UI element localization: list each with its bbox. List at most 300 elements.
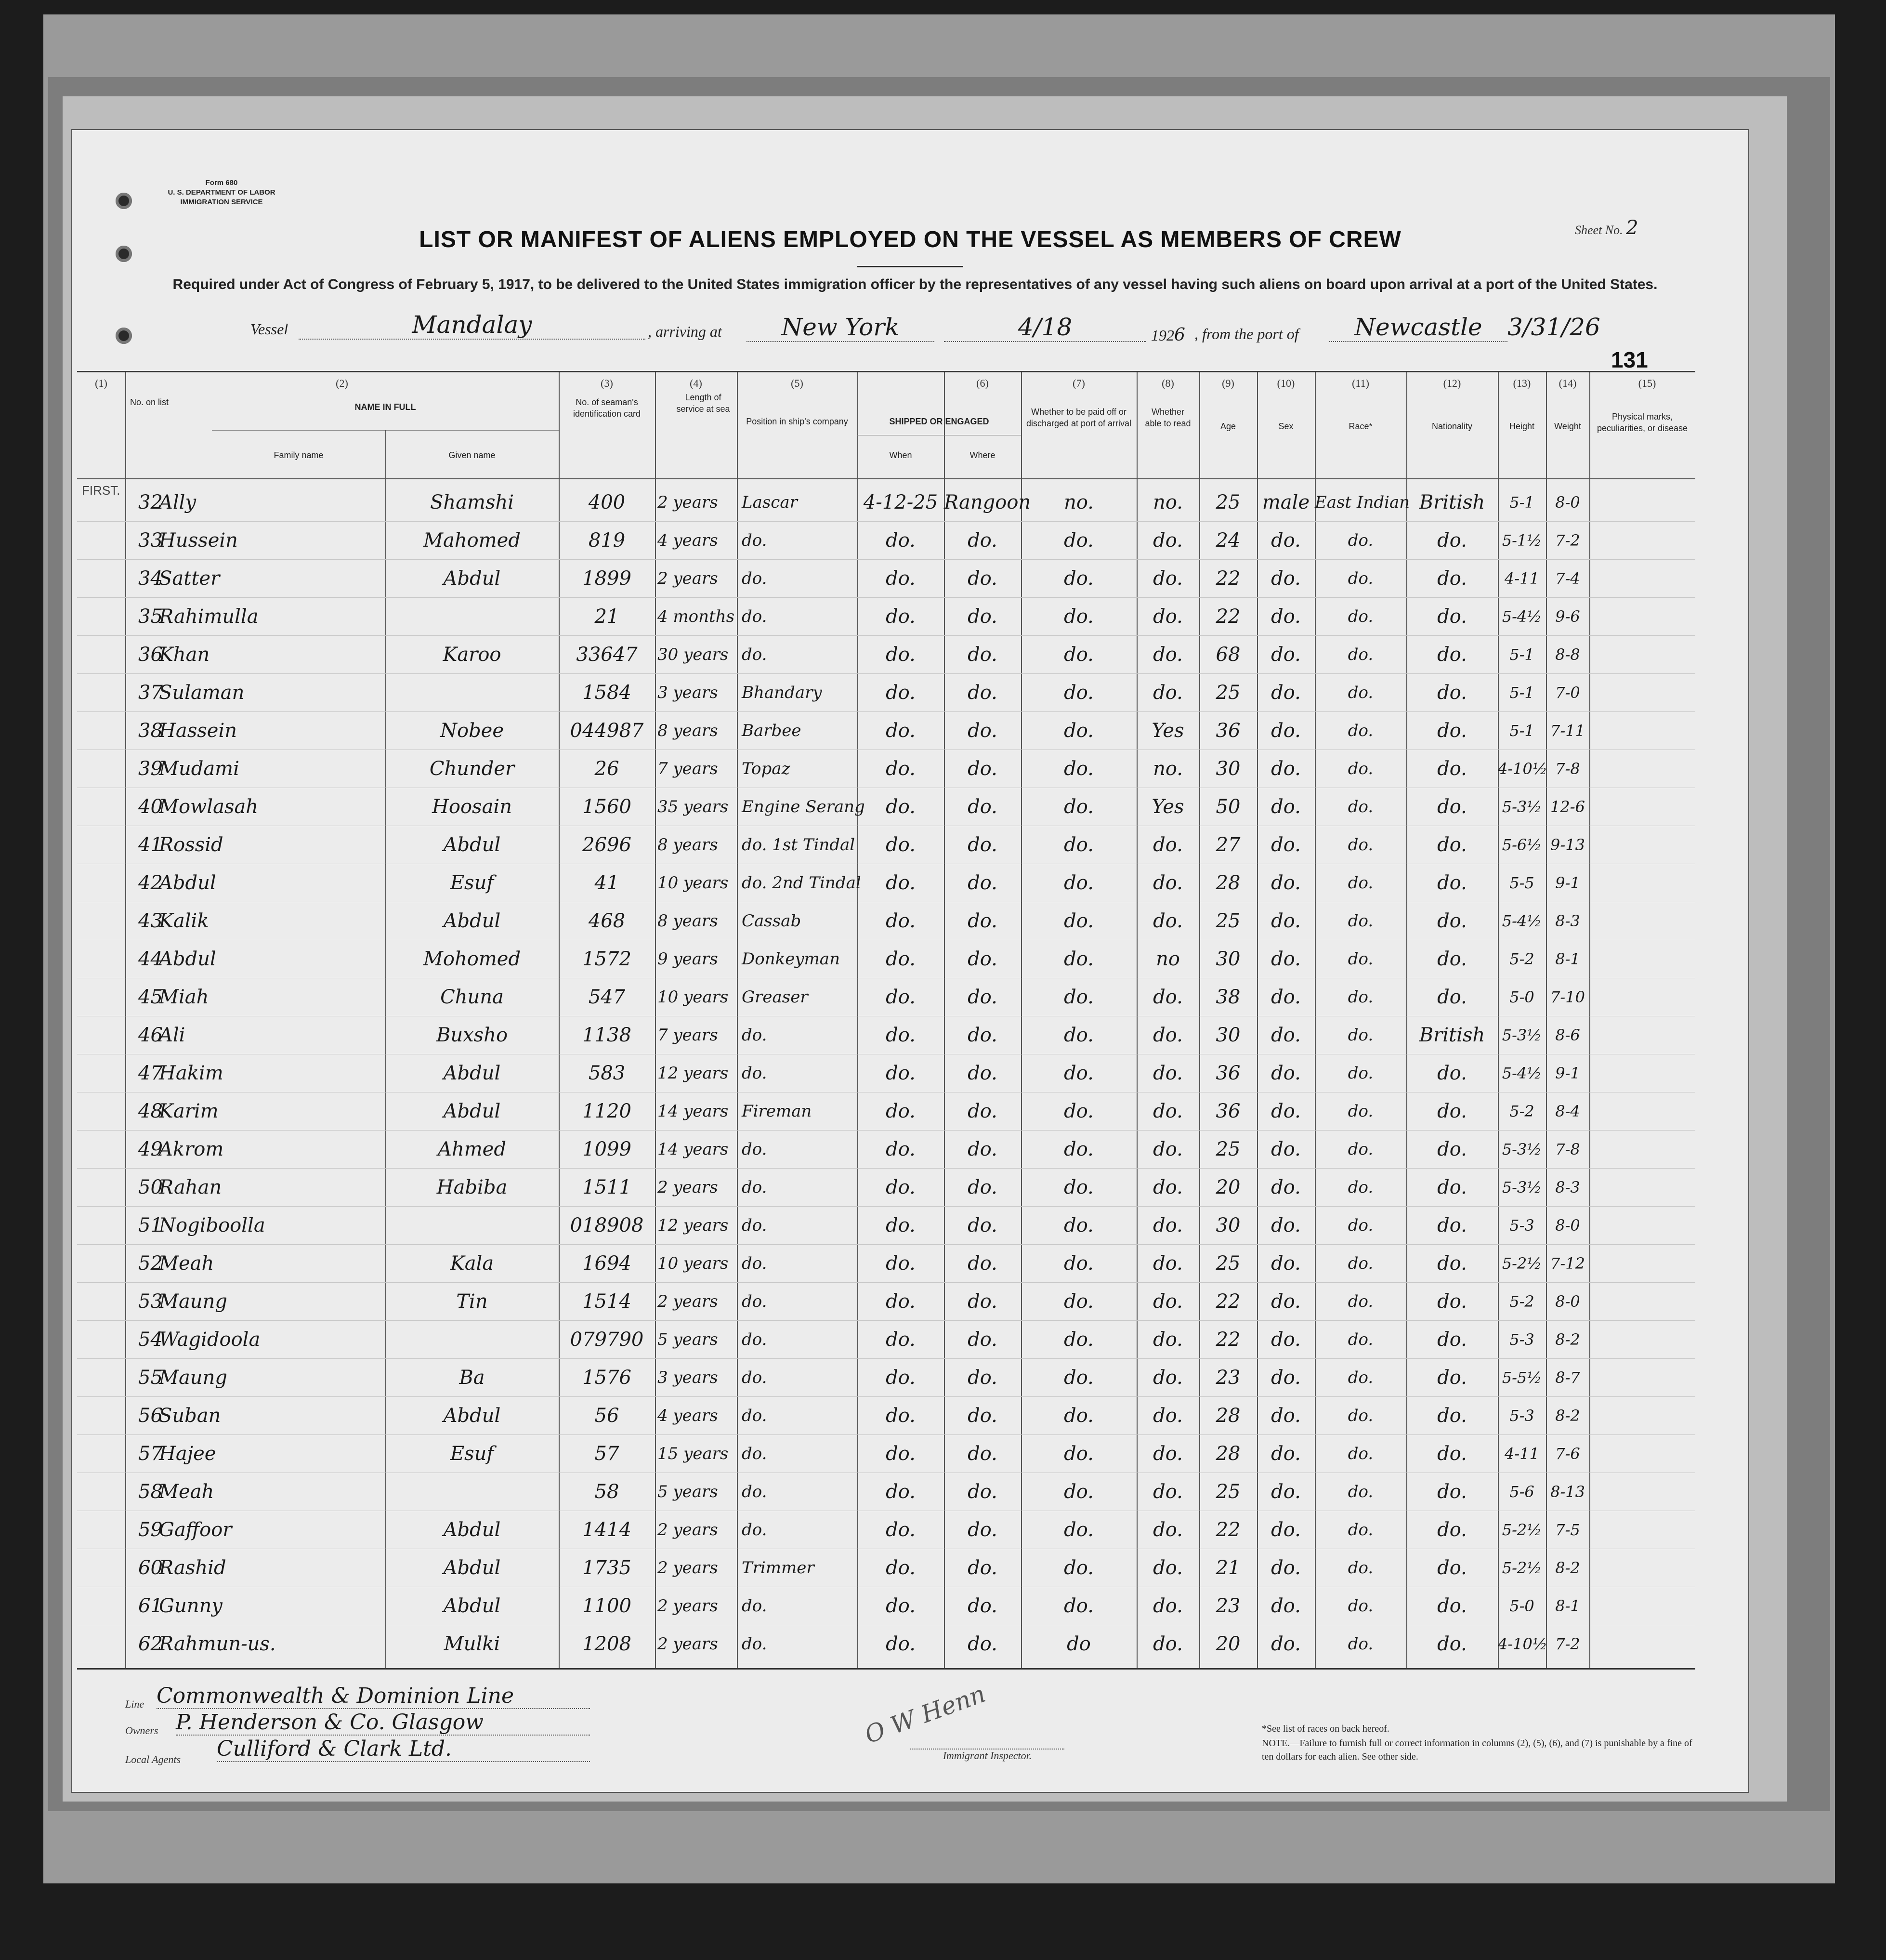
- cell-svc: 2 years: [657, 1292, 718, 1311]
- cell-no: 62: [138, 1633, 163, 1655]
- from-port: Newcastle: [1329, 313, 1507, 342]
- cell-when: do.: [886, 1062, 916, 1084]
- cell-when: do.: [886, 834, 916, 856]
- cell-age: 30: [1216, 1214, 1241, 1237]
- cell-nat: do.: [1437, 834, 1467, 856]
- cell-wt: 9-13: [1550, 836, 1585, 854]
- cell-ht: 5-2: [1509, 1292, 1534, 1311]
- cell-where: do.: [968, 720, 997, 742]
- cell-svc: 12 years: [657, 1064, 729, 1083]
- cell-sex: do.: [1271, 1024, 1301, 1046]
- cell-paid: do.: [1064, 1024, 1094, 1046]
- cell-race: do.: [1348, 1140, 1374, 1159]
- cell-race: do.: [1348, 607, 1374, 626]
- cell-paid: do.: [1064, 910, 1094, 932]
- cell-wt: 8-2: [1555, 1407, 1580, 1425]
- cell-no: 48: [138, 1100, 163, 1122]
- table-row: [77, 1130, 1695, 1168]
- cell-nat: do.: [1437, 1176, 1467, 1198]
- cell-race: do.: [1348, 721, 1374, 740]
- arrival-date: 4/18: [944, 313, 1146, 342]
- cell-no: 41: [138, 834, 163, 856]
- cell-giv: Chuna: [440, 986, 504, 1008]
- cell-fam: Hakim: [159, 1062, 223, 1084]
- cell-fam: Ally: [159, 491, 196, 513]
- cell-where: do.: [968, 986, 997, 1008]
- cell-race: do.: [1348, 1330, 1374, 1349]
- cell-sex: do.: [1271, 948, 1301, 970]
- cell-ht: 5-0: [1509, 988, 1534, 1006]
- cell-when: do.: [886, 910, 916, 932]
- cell-sex: do.: [1271, 758, 1301, 780]
- cell-pos: do.: [742, 1368, 767, 1387]
- cell-race: do.: [1348, 1596, 1374, 1616]
- cell-ht: 5-4½: [1502, 607, 1542, 626]
- table-body: [77, 483, 1695, 1668]
- table-row: [77, 521, 1695, 559]
- cell-when: do.: [886, 1024, 916, 1046]
- cell-where: do.: [968, 834, 997, 856]
- cell-paid: do.: [1064, 644, 1094, 666]
- cell-id: 547: [588, 986, 626, 1008]
- cell-svc: 3 years: [657, 1368, 718, 1387]
- cell-nat: do.: [1437, 1595, 1467, 1617]
- cell-wt: 8-2: [1555, 1330, 1580, 1349]
- cell-svc: 3 years: [657, 683, 718, 702]
- cell-when: do.: [886, 1329, 916, 1351]
- crew-table: [77, 371, 1695, 1670]
- cell-race: do.: [1348, 987, 1374, 1007]
- cell-sex: do.: [1271, 720, 1301, 742]
- table-row: [77, 673, 1695, 711]
- cell-id: 400: [588, 491, 626, 513]
- vessel-line: Vessel: [250, 320, 288, 338]
- cell-where: do.: [968, 910, 997, 932]
- page-number: 131: [1611, 347, 1648, 372]
- table-row: [77, 902, 1695, 940]
- cell-no: 37: [138, 682, 163, 704]
- form-block: [140, 178, 303, 207]
- table-row: [77, 1282, 1695, 1320]
- cell-read: do.: [1153, 567, 1183, 590]
- cell-paid: do.: [1064, 1519, 1094, 1541]
- cell-nat: do.: [1437, 1138, 1467, 1160]
- cell-wt: 8-6: [1555, 1026, 1580, 1044]
- cell-giv: Shamshi: [430, 491, 514, 513]
- cell-race: do.: [1348, 1292, 1374, 1311]
- cell-id: 1100: [582, 1595, 631, 1617]
- cell-svc: 12 years: [657, 1216, 729, 1235]
- cell-sex: do.: [1271, 796, 1301, 818]
- cell-read: no.: [1153, 491, 1183, 513]
- cell-wt: 8-0: [1555, 1216, 1580, 1235]
- cell-read: no: [1156, 948, 1180, 970]
- cell-no: 51: [138, 1214, 163, 1237]
- hdr-no: No. on list: [130, 397, 169, 407]
- cell-no: 58: [138, 1481, 163, 1503]
- cell-paid: no.: [1064, 491, 1094, 513]
- cell-when: do.: [886, 1290, 916, 1313]
- hdr-position: Position in ship's company: [746, 417, 848, 426]
- cell-wt: 8-8: [1555, 645, 1580, 664]
- owners-label: Owners: [125, 1724, 158, 1736]
- cell-when: do.: [886, 1176, 916, 1198]
- cell-giv: Kala: [450, 1252, 494, 1275]
- cell-giv: [385, 597, 559, 636]
- cell-no: 34: [138, 567, 163, 590]
- cell-when: do.: [886, 1595, 916, 1617]
- table-row: [77, 1625, 1695, 1663]
- cell-nat: do.: [1437, 1519, 1467, 1541]
- col-num: (10): [1277, 377, 1295, 389]
- cell-wt: 9-6: [1555, 607, 1580, 626]
- cell-nat: do.: [1437, 872, 1467, 894]
- cell-sex: do.: [1271, 1557, 1301, 1579]
- cell-race: do.: [1348, 949, 1374, 969]
- cell-id: 41: [594, 872, 619, 894]
- cell-where: do.: [968, 1443, 997, 1465]
- cell-sex: do.: [1271, 567, 1301, 590]
- cell-nat: do.: [1437, 910, 1467, 932]
- cell-giv: Esuf: [450, 872, 494, 894]
- cell-nat: do.: [1437, 1633, 1467, 1655]
- cell-read: do.: [1153, 834, 1183, 856]
- cell-ht: 5-2: [1509, 1102, 1534, 1120]
- cell-where: do.: [968, 758, 997, 780]
- cell-giv: Ba: [459, 1367, 485, 1389]
- cell-where: do.: [968, 796, 997, 818]
- cell-giv: Buxsho: [436, 1024, 508, 1046]
- cell-paid: do: [1067, 1633, 1091, 1655]
- cell-nat: do.: [1437, 1443, 1467, 1465]
- cell-read: do.: [1153, 986, 1183, 1008]
- cell-svc: 8 years: [657, 835, 718, 855]
- cell-sex: do.: [1271, 1633, 1301, 1655]
- cell-nat: do.: [1437, 605, 1467, 628]
- cell-age: 36: [1216, 1100, 1241, 1122]
- cell-read: do.: [1153, 605, 1183, 628]
- cell-wt: 7-2: [1555, 1635, 1580, 1653]
- cell-age: 25: [1216, 491, 1241, 513]
- cell-fam: Rashid: [159, 1557, 226, 1579]
- cell-paid: do.: [1064, 720, 1094, 742]
- cell-no: 46: [138, 1024, 163, 1046]
- cell-id: 583: [588, 1062, 626, 1084]
- cell-svc: 8 years: [657, 911, 718, 931]
- col-num: (13): [1513, 377, 1531, 389]
- cell-pos: do.: [742, 1634, 767, 1654]
- cell-svc: 10 years: [657, 1254, 729, 1273]
- cell-nat: do.: [1437, 529, 1467, 552]
- cell-ht: 5-5½: [1502, 1368, 1542, 1387]
- cell-ht: 4-11: [1505, 1445, 1539, 1463]
- cell-where: do.: [968, 1062, 997, 1084]
- cell-id: 1584: [582, 682, 631, 704]
- cell-when: do.: [886, 682, 916, 704]
- table-row: [77, 1244, 1695, 1282]
- arriving-label: , arriving at: [648, 323, 722, 340]
- cell-id: 1099: [582, 1138, 631, 1160]
- cell-read: do.: [1153, 644, 1183, 666]
- cell-race: do.: [1348, 797, 1374, 816]
- cell-sex: do.: [1271, 1519, 1301, 1541]
- cell-read: do.: [1153, 1329, 1183, 1351]
- cell-fam: Maung: [159, 1290, 227, 1313]
- cell-svc: 8 years: [657, 721, 718, 740]
- cell-nat: do.: [1437, 720, 1467, 742]
- cell-no: 47: [138, 1062, 163, 1084]
- cell-wt: 8-3: [1555, 912, 1580, 930]
- cell-svc: 14 years: [657, 1102, 729, 1121]
- table-row: [77, 1587, 1695, 1625]
- cell-paid: do.: [1064, 1214, 1094, 1237]
- cell-id: 57: [594, 1443, 619, 1465]
- cell-when: do.: [886, 872, 916, 894]
- cell-id: 819: [588, 529, 626, 552]
- cell-nat: do.: [1437, 1405, 1467, 1427]
- cell-wt: 7-2: [1555, 531, 1580, 550]
- sheet-number-value: 2: [1626, 217, 1638, 239]
- cell-read: no.: [1153, 758, 1183, 780]
- cell-pos: Donkeyman: [742, 949, 840, 969]
- cell-giv: Tin: [456, 1290, 488, 1313]
- cell-race: do.: [1348, 683, 1374, 702]
- cell-pos: do.: [742, 1140, 767, 1159]
- cell-race: do.: [1348, 1558, 1374, 1578]
- form-number: Form 680: [205, 179, 238, 187]
- cell-svc: 2 years: [657, 1558, 718, 1578]
- cell-pos: do.: [742, 1178, 767, 1197]
- cell-id: 58: [594, 1481, 619, 1503]
- cell-age: 23: [1216, 1595, 1241, 1617]
- cell-where: Rangoon: [944, 491, 1031, 513]
- cell-wt: 8-7: [1555, 1368, 1580, 1387]
- cell-no: 38: [138, 720, 163, 742]
- cell-where: do.: [968, 1481, 997, 1503]
- cell-read: do.: [1153, 682, 1183, 704]
- table-row: [77, 483, 1695, 521]
- cell-where: do.: [968, 872, 997, 894]
- cell-no: 33: [138, 529, 163, 552]
- cell-no: 57: [138, 1443, 163, 1465]
- cell-race: do.: [1348, 1368, 1374, 1387]
- table-row: [77, 711, 1695, 750]
- cell-wt: 9-1: [1555, 1064, 1580, 1082]
- cell-no: 61: [138, 1595, 163, 1617]
- cell-when: do.: [886, 529, 916, 552]
- col-num: (5): [791, 377, 803, 389]
- cell-race: do.: [1348, 645, 1374, 664]
- cell-fam: Abdul: [159, 872, 216, 894]
- cell-id: 079790: [570, 1329, 644, 1351]
- cell-pos: Engine Serang: [742, 797, 865, 816]
- cell-giv: Abdul: [443, 910, 501, 932]
- cell-svc: 35 years: [657, 797, 729, 816]
- line-value: Commonwealth & Dominion Line: [157, 1684, 590, 1709]
- hdr-where: Where: [969, 450, 995, 460]
- cell-where: do.: [968, 1595, 997, 1617]
- cell-age: 50: [1216, 796, 1241, 818]
- cell-wt: 8-13: [1550, 1483, 1585, 1501]
- cell-nat: do.: [1437, 1557, 1467, 1579]
- table-row: [77, 635, 1695, 673]
- cell-giv: Abdul: [443, 1557, 501, 1579]
- cell-paid: do.: [1064, 1367, 1094, 1389]
- cell-sex: do.: [1271, 1443, 1301, 1465]
- cell-when: do.: [886, 758, 916, 780]
- cell-no: 32: [138, 491, 163, 513]
- cell-read: do.: [1153, 1443, 1183, 1465]
- cell-no: 40: [138, 796, 163, 818]
- cell-ht: 5-4½: [1502, 1064, 1542, 1082]
- cell-ht: 5-1: [1509, 645, 1534, 664]
- hdr-read: Whether able to read: [1145, 407, 1191, 428]
- cell-svc: 9 years: [657, 949, 718, 969]
- cell-age: 36: [1216, 1062, 1241, 1084]
- table-row: [77, 597, 1695, 635]
- cell-where: do.: [968, 1519, 997, 1541]
- cell-nat: do.: [1437, 644, 1467, 666]
- cell-when: do.: [886, 567, 916, 590]
- col-num: (7): [1073, 377, 1085, 389]
- cell-wt: 8-3: [1555, 1178, 1580, 1197]
- cell-sex: do.: [1271, 872, 1301, 894]
- table-row: [77, 1092, 1695, 1130]
- cell-age: 27: [1216, 834, 1241, 856]
- col-num: (14): [1559, 377, 1577, 389]
- cell-paid: do.: [1064, 834, 1094, 856]
- cell-wt: 8-0: [1555, 1292, 1580, 1311]
- cell-svc: 14 years: [657, 1140, 729, 1159]
- cell-no: 43: [138, 910, 163, 932]
- cell-race: do.: [1348, 759, 1374, 778]
- cell-age: 30: [1216, 1024, 1241, 1046]
- hdr-nationality: Nationality: [1431, 421, 1473, 431]
- cell-sex: do.: [1271, 529, 1301, 552]
- from-label: , from the port of: [1194, 325, 1299, 342]
- cell-where: do.: [968, 1138, 997, 1160]
- cell-id: 33647: [576, 644, 638, 666]
- cell-where: do.: [968, 682, 997, 704]
- cell-race: do.: [1348, 1178, 1374, 1197]
- hdr-given: Given name: [448, 450, 496, 460]
- cell-where: do.: [968, 1329, 997, 1351]
- cell-read: do.: [1153, 1405, 1183, 1427]
- title-rule: [857, 266, 963, 267]
- cell-id: 56: [594, 1405, 619, 1427]
- cell-sex: do.: [1271, 1100, 1301, 1122]
- cell-paid: do.: [1064, 605, 1094, 628]
- first-marker: FIRST.: [82, 483, 120, 498]
- cell-giv: Mulki: [444, 1633, 500, 1655]
- cell-when: do.: [886, 1405, 916, 1427]
- cell-pos: Cassab: [742, 911, 801, 931]
- cell-ht: 5-3½: [1502, 798, 1542, 816]
- cell-pos: Bhandary: [742, 683, 822, 702]
- cell-id: 1576: [582, 1367, 631, 1389]
- cell-pos: do.: [742, 1520, 767, 1539]
- cell-paid: do.: [1064, 1290, 1094, 1313]
- cell-giv: Chunder: [429, 758, 515, 780]
- cell-no: 35: [138, 605, 163, 628]
- cell-pos: do.: [742, 1254, 767, 1273]
- cell-svc: 2 years: [657, 1634, 718, 1654]
- cell-read: do.: [1153, 1481, 1183, 1503]
- table-row: [77, 750, 1695, 788]
- cell-when: do.: [886, 1214, 916, 1237]
- cell-ht: 5-3: [1509, 1216, 1534, 1235]
- cell-ht: 4-10½: [1498, 760, 1547, 778]
- col-num: (15): [1638, 377, 1656, 389]
- cell-when: do.: [886, 1443, 916, 1465]
- cell-svc: 5 years: [657, 1482, 718, 1501]
- cell-pos: Barbee: [742, 721, 801, 740]
- cell-id: 1735: [582, 1557, 631, 1579]
- table-row: [77, 1016, 1695, 1054]
- cell-ht: 5-2½: [1502, 1254, 1542, 1273]
- cell-where: do.: [968, 1290, 997, 1313]
- cell-paid: do.: [1064, 1100, 1094, 1122]
- cell-paid: do.: [1064, 796, 1094, 818]
- cell-age: 68: [1216, 644, 1241, 666]
- cell-sex: do.: [1271, 1214, 1301, 1237]
- table-row: [77, 1320, 1695, 1358]
- cell-ht: 5-1½: [1502, 531, 1542, 550]
- cell-age: 24: [1216, 529, 1241, 552]
- cell-no: 45: [138, 986, 163, 1008]
- cell-age: 30: [1216, 758, 1241, 780]
- table-row: [77, 1206, 1695, 1244]
- cell-fam: Rossid: [159, 834, 223, 856]
- vessel-name: Mandalay: [299, 311, 645, 340]
- cell-no: 56: [138, 1405, 163, 1427]
- cell-ht: 5-1: [1509, 722, 1534, 740]
- cell-fam: Kalik: [159, 910, 209, 932]
- hdr-height: Height: [1509, 421, 1535, 431]
- cell-when: do.: [886, 948, 916, 970]
- cell-nat: do.: [1437, 1062, 1467, 1084]
- cell-sex: do.: [1271, 1290, 1301, 1313]
- cell-age: 22: [1216, 1329, 1241, 1351]
- cell-race: do.: [1348, 569, 1374, 588]
- cell-race: do.: [1348, 1216, 1374, 1235]
- cell-when: do.: [886, 796, 916, 818]
- cell-fam: Rahmun-us.: [159, 1633, 276, 1655]
- cell-svc: 4 years: [657, 531, 718, 550]
- cell-where: do.: [968, 1214, 997, 1237]
- cell-sex: do.: [1271, 682, 1301, 704]
- sheet-number: Sheet No. 2: [1575, 217, 1638, 239]
- hdr-sex: Sex: [1278, 421, 1294, 431]
- cell-no: 52: [138, 1252, 163, 1275]
- cell-race: do.: [1348, 531, 1374, 550]
- cell-fam: Suban: [159, 1405, 221, 1427]
- cell-age: 22: [1216, 567, 1241, 590]
- cell-wt: 8-1: [1555, 950, 1580, 968]
- cell-ht: 5-2½: [1502, 1559, 1542, 1577]
- cell-fam: Miah: [159, 986, 209, 1008]
- table-row: [77, 1054, 1695, 1092]
- cell-fam: Mowlasah: [159, 796, 259, 818]
- col-num: (3): [601, 377, 613, 389]
- table-row: [77, 864, 1695, 902]
- cell-paid: do.: [1064, 986, 1094, 1008]
- note-races: *See list of races on back hereof.: [1262, 1723, 1389, 1734]
- agents-value: Culliford & Clark Ltd.: [217, 1736, 590, 1762]
- note-fine: NOTE.—Failure to furnish full or correct information in columns (2), (5), (6), and (7) is punishable by a fine of ten dollars for each alien. See other side.: [1262, 1738, 1692, 1762]
- cell-sex: male: [1262, 491, 1310, 513]
- cell-pos: do.: [742, 1026, 767, 1045]
